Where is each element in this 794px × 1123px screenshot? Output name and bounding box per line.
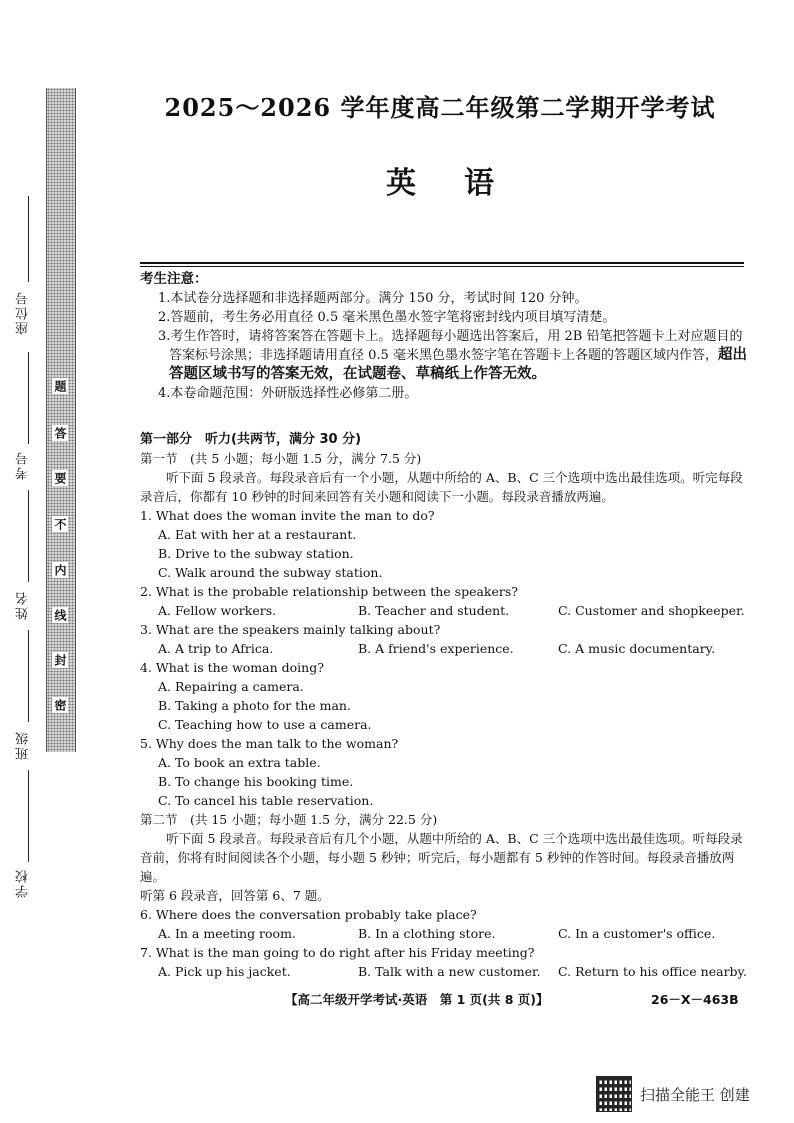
option: A. A trip to Africa. [158,641,274,656]
option: B. Drive to the subway station. [158,546,354,561]
option: C. A music documentary. [558,641,716,656]
option: A. To book an extra table. [158,755,321,770]
option: B. Taking a photo for the man. [158,698,351,713]
option: C. Teaching how to use a camera. [158,717,372,732]
notice-item: 4.本卷命题范围：外研版选择性必修第二册。 [158,386,418,401]
watermark-text: 扫描全能王 创建 [640,1085,750,1104]
question-group-label: 听第 6 段录音，回答第 6、7 题。 [140,888,330,903]
exam-code: 26－X－463B [651,992,739,1007]
seat-number-line [28,196,29,282]
notice-item [151,327,750,384]
listening-section [140,430,750,981]
seat-number-label: 座位号 [16,290,31,335]
page-footer: 【高二年级开学考试·英语 第 1 页(共 8 页)】 [285,992,549,1007]
question-stem: 3. What are the speakers mainly talking about? [140,622,441,637]
option: A. Fellow workers. [158,603,277,618]
question-stem: 4. What is the woman doing? [140,660,324,675]
notice-item-text: 3.考生作答时，请将答案答在答题卡上。选择题每小题选出答案后，用 2B 铅笔把答题卡上对应题目的答案标号涂黑；非选择题请用直径 0.5 毫米黑色墨水签字笔在答题卡上各题的答题区域内作答， [158,329,743,363]
notice-emphasis: 超出答题区域书写的答案无效，在试题卷、草稿纸上作答无效。 [169,347,747,382]
option-row [140,924,750,943]
seal-word: 内 [53,564,67,576]
qr-code-icon [596,1076,632,1112]
option: C. Return to his office nearby. [558,964,747,979]
notice-title: 考生注意： [140,271,208,287]
page-title: 2025～2026 学年度高二年级第二学期开学考试 [164,93,716,122]
section-instructions: 听下面 5 段录音。每段录音后有一个小题，从题中所给的 A、B、C 三个选项中选出最佳选项。听完每段录音后，你都有 10 秒钟的时间来回答有关小题和阅读下一小题。每段录音播放两遍。 [140,470,743,504]
option: B. Teacher and student. [358,603,510,618]
option: C. To cancel his table reservation. [158,793,374,808]
seal-word: 线 [53,609,67,621]
question-stem: 5. Why does the man talk to the woman? [140,736,399,751]
seal-word: 题 [53,380,67,392]
option: B. In a clothing store. [358,926,496,941]
option: B. A friend's experience. [358,641,514,656]
subject-title: 英语 [386,166,542,201]
option: A. In a meeting room. [158,926,296,941]
scanner-watermark [596,1076,750,1112]
seal-word: 答 [53,427,67,439]
question-stem: 6. Where does the conversation probably take place? [140,907,477,922]
option: A. Repairing a camera. [158,679,304,694]
option: C. Walk around the subway station. [158,565,383,580]
notice-block [140,270,750,403]
divider [140,266,744,267]
school-label: 学校 [16,868,31,898]
option-row [140,962,750,981]
section-title: 第一节 (共 5 小题；每小题 1.5 分，满分 7.5 分) [140,451,422,466]
class-label: 班级 [16,730,31,760]
option-row [140,601,750,620]
seal-word: 不 [53,518,67,530]
section-instructions: 听下面 5 段录音。每段录音后有几个小题，从题中所给的 A、B、C 三个选项中选出最佳选项。听每段录音前，你将有时间阅读各个小题，每小题 5 秒钟；听完后，每小题都有 5 秒钟的作答时间。每段录音播放两遍。 [140,831,743,884]
seal-word: 密 [53,699,67,711]
option-row [140,639,750,658]
option: C. Customer and shopkeeper. [558,603,745,618]
part-title: 第一部分 听力(共两节，满分 30 分) [140,432,362,447]
name-label: 姓名 [16,590,31,620]
divider [140,262,744,264]
question-stem: 7. What is the man going to do right after his Friday meeting? [140,945,535,960]
option: B. To change his booking time. [158,774,354,789]
section-title: 第二节 (共 15 小题；每小题 1.5 分，满分 22.5 分) [140,812,438,827]
question-stem: 2. What is the probable relationship between the speakers? [140,584,518,599]
seal-word: 要 [53,472,67,484]
notice-item: 1.本试卷分选择题和非选择题两部分。满分 150 分，考试时间 120 分钟。 [158,291,588,306]
question-stem: 1. What does the woman invite the man to do? [140,508,435,523]
exam-number-label: 考号 [16,450,31,480]
seal-word: 封 [53,654,67,666]
exam-number-line [28,352,29,444]
option: B. Talk with a new customer. [358,964,541,979]
notice-item: 2.答题前，考生务必用直径 0.5 毫米黑色墨水签字笔将密封线内项目填写清楚。 [158,310,616,325]
school-line [28,770,29,862]
option: A. Eat with her at a restaurant. [158,527,357,542]
class-line [28,630,29,722]
option: C. In a customer's office. [558,926,716,941]
name-line [28,490,29,582]
option: A. Pick up his jacket. [158,964,291,979]
